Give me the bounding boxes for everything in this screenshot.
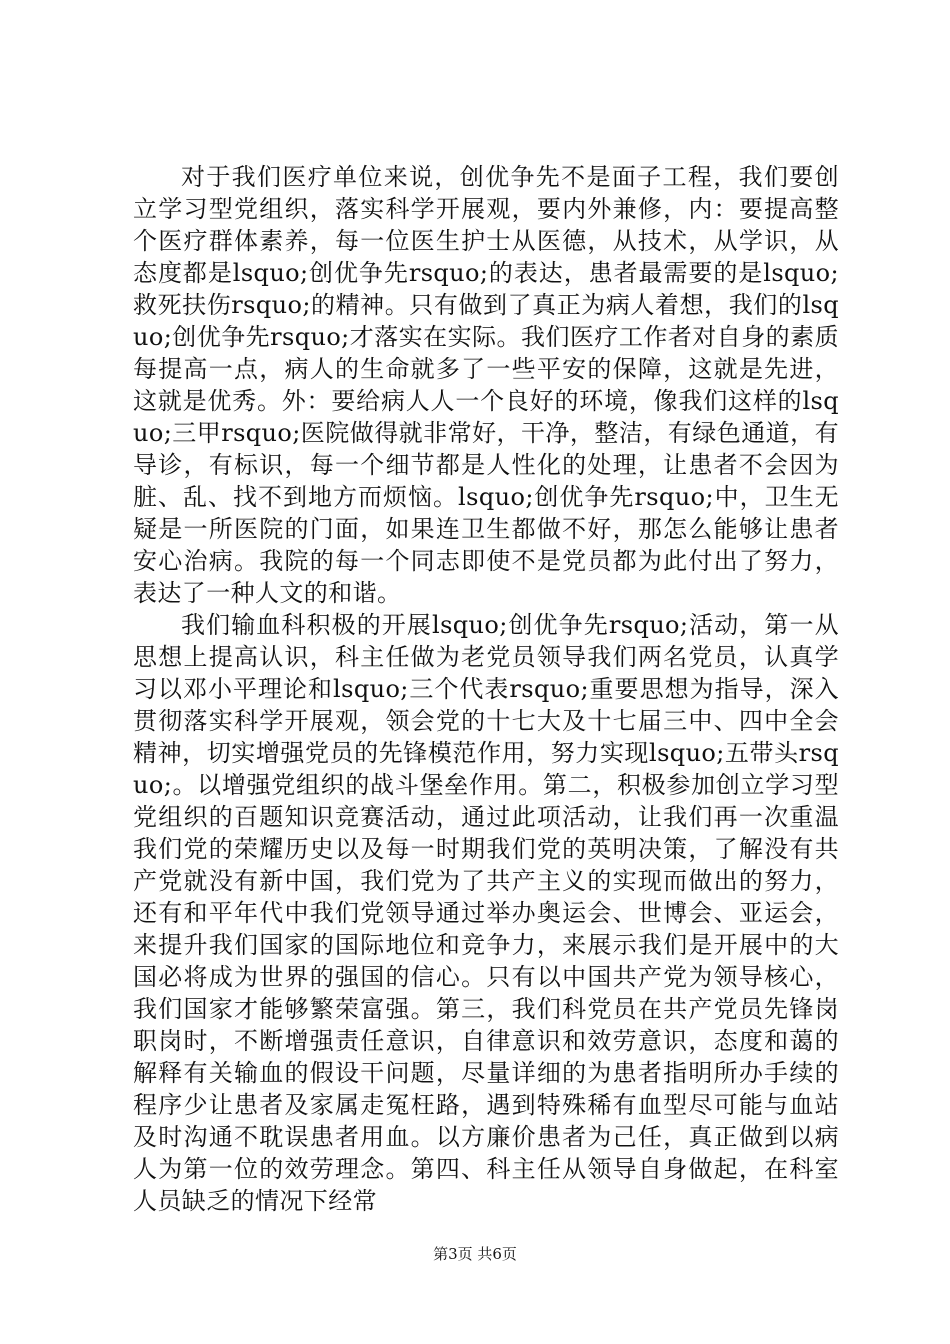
document-body <box>133 161 839 1217</box>
paragraph-1: 对于我们医疗单位来说，创优争先不是面子工程，我们要创立学习型党组织，落实科学开展观，要内外兼修，内：要提高整个医疗群体素养，每一位医生护士从医德，从技术，从学识，从态度都是lsquo;创优争先rsquo;的表达，患者最需要的是lsquo;救死扶伤rsquo;的精神。只有做到了真正为病人着想，我们的lsquo;创优争先rsquo;才落实在实际。我们医疗工作者对自身的素质每提高一点，病人的生命就多了一些平安的保障，这就是先进，这就是优秀。外：要给病人人一个良好的环境，像我们这样的lsquo;三甲rsquo;医院做得就非常好，干净，整洁，有绿色通道，有导诊，有标识，每一个细节都是人性化的处理，让患者不会因为脏、乱、找不到地方而烦恼。lsquo;创优争先rsquo;中，卫生无疑是一所医院的门面，如果连卫生都做不好，那怎么能够让患者安心治病。我院的每一个同志即使不是党员都为此付出了努力，表达了一种人文的和谐。 <box>133 163 839 607</box>
paragraph-2: 我们输血科积极的开展lsquo;创优争先rsquo;活动，第一从思想上提高认识，科主任做为老党员领导我们两名党员，认真学习以邓小平理论和lsquo;三个代表rsquo;重要思想为指导，深入贯彻落实科学开展观，领会党的十七大及十七届三中、四中全会精神，切实增强党员的先锋模范作用，努力实现lsquo;五带头rsquo;。以增强党组织的战斗堡垒作用。第二，积极参加创立学习型党组织的百题知识竞赛活动，通过此项活动，让我们再一次重温我们党的荣耀历史以及每一时期我们党的英明决策，了解没有共产党就没有新中国，我们党为了共产主义的实现而做出的努力，还有和平年代中我们党领导通过举办奥运会、世博会、亚运会，来提升我们国家的国际地位和竞争力，来展示我们是开展中的大国必将成为世界的强国的信心。只有以中国共产党为领导核心，我们国家才能够繁荣富强。第三，我们科党员在共产党员先锋岗职岗时，不断增强责任意识，自律意识和效劳意识，态度和蔼的解释有关输血的假设干问题，尽量详细的为患者指明所办手续的程序少让患者及家属走冤枉路，遇到特殊稀有血型尽可能与血站及时沟通不耽误患者用血。以方廉价患者为己任，真正做到以病人为第一位的效劳理念。第四、科主任从领导自身做起，在科室人员缺乏的情况下经常 <box>133 611 839 1215</box>
page-number-footer: 第3页 共6页 <box>433 1245 517 1263</box>
